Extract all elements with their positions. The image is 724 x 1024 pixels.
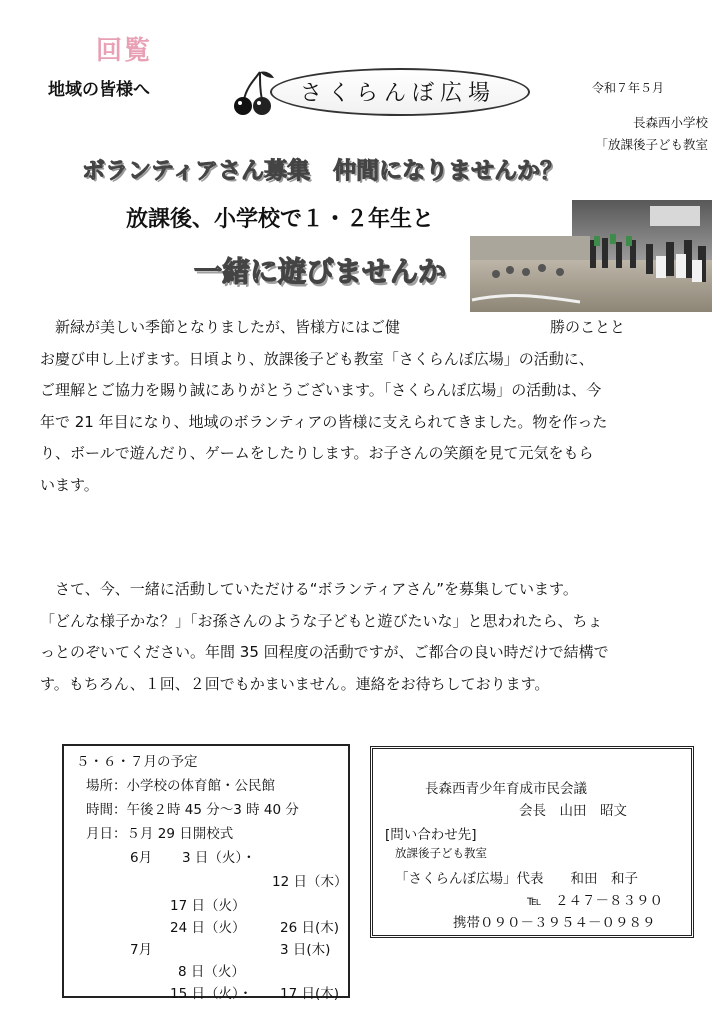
- paragraph-line: り、ボールで遊んだり、ゲームをしたりします。お子さんの笑顔を見て元気をもら: [40, 444, 594, 463]
- subheading-after-school: 放課後、小学校で１・２年生と: [126, 207, 435, 232]
- contact-phone: ℡ ２４７－８３９０: [527, 893, 664, 909]
- gym-photo: [470, 200, 712, 312]
- subheading-play-together: 一緒に遊びませんか: [194, 255, 447, 288]
- paragraph-line: す。もちろん、１回、２回でもかまいません。連絡をお待ちしております。: [40, 674, 550, 693]
- program-title-banner: [232, 66, 532, 116]
- schedule-time: 時間：午後２時 45 分～3 時 40 分: [86, 802, 299, 818]
- schedule-date: 8 日（火）: [178, 964, 245, 980]
- schedule-date: 3 日(木): [280, 942, 331, 958]
- schedule-place: 場所：小学校の体育館・公民館: [86, 778, 275, 794]
- schedule-date: 3 日（火）・: [182, 850, 256, 866]
- school-info: [595, 112, 708, 156]
- greeting: 地域の皆様へ: [48, 80, 150, 100]
- recruit-heading: ボランティアさん募集 仲間になりませんか？: [82, 158, 564, 184]
- schedule-date: 15 日（火）・: [170, 986, 253, 1002]
- program-title: さくらんぼ広場: [299, 81, 496, 106]
- paragraph-line: ご理解とご協力を賜り誠にありがとうございます。「さくらんぼ広場」の活動は、今: [40, 381, 602, 400]
- contact-box: [370, 746, 694, 938]
- issue-date: 令和７年５月: [592, 81, 665, 95]
- schedule-date: 17 日(木): [280, 986, 340, 1002]
- schedule-box: [62, 744, 350, 1002]
- contact-chair: 会長 山田 昭文: [519, 803, 627, 819]
- paragraph-intro: [40, 312, 692, 502]
- paragraph-recruit: [40, 574, 692, 700]
- schedule-date: 17 日（火）: [170, 898, 246, 914]
- paragraph-line: っとのぞいてください。年間 35 回程度の活動ですが、ご都合の良い時だけで結構で: [40, 643, 609, 662]
- classroom-name: 「放課後子ども教室: [595, 137, 708, 152]
- contact-org: 長森西青少年育成市民会議: [425, 781, 587, 797]
- schedule-date: 24 日（火）: [170, 920, 246, 936]
- paragraph-line: お慶び申し上げます。日頃より、放課後子ども教室「さくらんぼ広場」の活動に、: [40, 349, 594, 368]
- schedule-dates: 月日：５月 29 日開校式: [86, 826, 234, 842]
- school-name: 長森西小学校: [632, 115, 708, 130]
- schedule-date: 12 日（木）: [272, 874, 348, 890]
- paragraph-line: 年で 21 年目になり、地域のボランティアの皆様に支えられてきました。物を作った: [40, 412, 608, 431]
- contact-classroom: 放課後子ども教室: [395, 846, 487, 860]
- contact-representative: 「さくらんぼ広場」代表 和田 和子: [395, 871, 638, 887]
- paragraph-line: います。: [40, 475, 99, 494]
- schedule-date: 26 日(木): [280, 920, 340, 936]
- paragraph-line: さて、今、一緒に活動していただける“ボランティアさん”を募集しています。: [40, 580, 578, 598]
- july-label: 7月: [130, 942, 153, 958]
- contact-inquiry: [問い合わせ先]: [385, 827, 477, 843]
- schedule-title: ５・６・７月の予定: [76, 754, 198, 770]
- june-label: 6月: [130, 850, 153, 866]
- circulation-stamp: 回覧: [96, 36, 153, 66]
- contact-mobile: 携帯０９０－３９５４－０９８９: [453, 915, 656, 931]
- paragraph-line: 新緑が美しい季節となりましたが、皆様方にはご健 勝のことと: [40, 318, 626, 336]
- paragraph-line: 「どんな様子かな？」「お孫さんのような子どもと遊びたいな」と思われたら、ちょ: [40, 611, 603, 630]
